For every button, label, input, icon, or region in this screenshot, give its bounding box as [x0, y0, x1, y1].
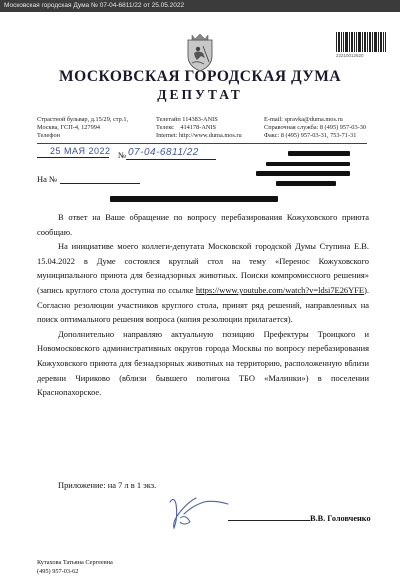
body-paragraph: В ответ на Ваше обращение по вопросу перебазирования Кожуховского приюта сообщаю. — [37, 210, 369, 239]
letter-body — [37, 210, 369, 400]
contact-telegraph-line: Телекс 414178-ANIS — [156, 124, 242, 132]
contact-email-line: E-mail: spravka@duma.mos.ru — [264, 116, 366, 124]
redacted-recipient-line — [276, 181, 336, 186]
redacted-recipient-line — [256, 171, 350, 176]
signature-line — [228, 520, 310, 521]
contact-email-line: Справочная служба: 8 (495) 957-03-30 — [264, 124, 366, 132]
attachment-note: Приложение: на 7 л в 1 экз. — [58, 480, 156, 490]
redacted-salutation — [110, 196, 278, 202]
youtube-link[interactable]: https://www.youtube.com/watch?v=ldsi7E26YFE — [196, 285, 364, 295]
reply-to-number-underline — [60, 183, 140, 184]
date-underline — [37, 157, 109, 158]
barcode-number: 22210012620 — [336, 53, 364, 58]
window-title: Московская городская Дума № 07-04-6811/22 от 25.05.2022 — [4, 2, 184, 9]
body-paragraph: Дополнительно направляю актуальную позицию Префектуры Троицкого и Новомосковского административных округов города Москвы по вопросу перебазирования Кожуховского приюта для безнадзорных животных на территорию, расположенную вблизи деревни Чириково (вблизи бывшего полигона ТБО «Малинки») в поселении Краснопахорское. — [37, 327, 369, 400]
contact-email-block — [264, 116, 366, 140]
contact-website-line: Internet: http://www.duma.mos.ru — [156, 132, 242, 140]
barcode — [336, 32, 386, 52]
redacted-recipient-line — [288, 151, 350, 156]
contact-email-line: Факс: 8 (495) 957-03-31, 753-71-31 — [264, 132, 366, 140]
contact-address-line: Телефон — [37, 132, 128, 140]
org-subtitle: ДЕПУТАТ — [0, 87, 400, 103]
number-underline — [126, 159, 216, 160]
body-paragraph-text: На инициативе моего коллеги-депутата Московской городской Думы Ступина Е.В. 15.04.2022 в Думе состоялся круглый стол на тему «Перенос Кожуховского муниципального приюта для безнадзорных животных. Поиски компромиссного решения» (запись круглого стола доступна по ссылке — [37, 241, 369, 295]
number-prefix: № — [118, 150, 126, 160]
reply-to-number-label: На № — [37, 174, 57, 184]
body-paragraph-text: ). Согласно резолюции участников круглого стола, принят ряд решений, направленных на поиск оптимального решения вопроса (копия резолюции прилагается). — [37, 285, 369, 324]
executor-name: Кутахова Татьяна Сергеевна — [37, 559, 113, 568]
header-divider — [37, 143, 367, 144]
moscow-coat-of-arms-icon — [183, 32, 217, 72]
letter-page — [0, 12, 400, 573]
contact-address-line: Москва, ГСП-4, 127994 — [37, 124, 128, 132]
contact-address-block — [37, 116, 128, 140]
window-title-bar — [0, 0, 400, 12]
contact-telegraph-block — [156, 116, 242, 140]
handwritten-signature — [162, 492, 232, 537]
executor-phone: (495) 957-03-62 — [37, 568, 113, 576]
org-name: МОСКОВСКАЯ ГОРОДСКАЯ ДУМА — [0, 68, 400, 86]
outgoing-number: 07-04-6811/22 — [128, 147, 199, 158]
date-stamp: 25 МАЯ 2022 — [50, 146, 111, 156]
body-paragraph — [37, 239, 369, 327]
signatory-name: В.В. Головченко — [310, 514, 371, 523]
redacted-recipient-line — [266, 162, 350, 166]
executor-block — [37, 559, 113, 576]
contact-address-line: Страстной бульвар, д.15/29, стр.1, — [37, 116, 128, 124]
contact-telegraph-line: Телетайп 114383-ANIS — [156, 116, 242, 124]
